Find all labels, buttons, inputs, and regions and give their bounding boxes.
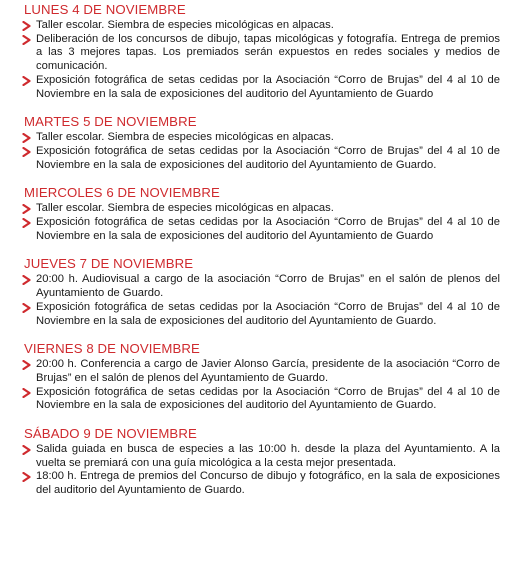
activity-text: Exposición fotográfica de setas cedidas por la Asociación “Corro de Brujas” del 4 al 10 de Noviembre en la sala de exposiciones del auditorio del Ayuntamiento de Guardo.	[36, 300, 500, 327]
chevron-right-icon	[22, 131, 32, 144]
day-heading: VIERNES 8 DE NOVIEMBRE	[24, 341, 200, 357]
activity-text: Exposición fotográfica de setas cedidas por la Asociación “Corro de Brujas” del 4 al 10 de Noviembre en la sala de exposiciones del auditorio del Ayuntamiento de Guardo	[36, 216, 500, 242]
activity-item	[22, 470, 500, 497]
activity-text: Exposición fotográfica de setas cedidas por la Asociación “Corro de Brujas” del 4 al 10 de Noviembre en la sala de exposiciones del auditorio del Ayuntamiento de Guardo.	[36, 144, 500, 171]
chevron-right-icon	[22, 273, 32, 286]
activity-text: Taller escolar. Siembra de especies micológicas en alpacas.	[36, 131, 334, 144]
activity-text: 20:00 h. Conferencia a cargo de Javier Alonso García, presidente de la asociación “Corro de Brujas” en el salón de plenos del Ayuntamiento de Guardo.	[36, 358, 500, 384]
activity-text: Taller escolar. Siembra de especies micológicas en alpacas.	[36, 202, 334, 215]
chevron-right-icon	[22, 74, 32, 87]
activity-list	[22, 19, 500, 101]
day-heading: SÁBADO 9 DE NOVIEMBRE	[24, 426, 197, 442]
activity-text: Taller escolar. Siembra de especies micológicas en alpacas.	[36, 19, 334, 31]
activity-item	[22, 19, 500, 33]
activity-list	[22, 273, 500, 328]
activity-list	[22, 131, 500, 172]
day-heading: MIERCOLES 6 DE NOVIEMBRE	[24, 185, 220, 201]
activity-list	[22, 443, 500, 498]
activity-list	[22, 358, 500, 413]
chevron-right-icon	[22, 145, 32, 158]
chevron-right-icon	[22, 33, 32, 46]
chevron-right-icon	[22, 358, 32, 371]
activity-item	[22, 216, 500, 243]
chevron-right-icon	[22, 19, 32, 32]
day-section	[22, 341, 500, 413]
day-heading: JUEVES 7 DE NOVIEMBRE	[24, 256, 194, 272]
day-section	[22, 426, 500, 498]
day-section	[22, 185, 500, 243]
chevron-right-icon	[22, 443, 32, 456]
chevron-right-icon	[22, 470, 32, 483]
chevron-right-icon	[22, 301, 32, 314]
day-heading: LUNES 4 DE NOVIEMBRE	[24, 2, 186, 17]
activity-item	[22, 301, 500, 328]
day-heading: MARTES 5 DE NOVIEMBRE	[24, 114, 197, 130]
chevron-right-icon	[22, 216, 32, 229]
day-section	[22, 256, 500, 328]
activity-item	[22, 443, 500, 470]
activity-text: Deliberación de los concursos de dibujo, tapas micológicas y fotografía. Entrega de premios a las 3 mejores tapas. Los premiados serán expuestos en redes sociales y medios de comunicación.	[36, 32, 500, 73]
activity-item	[22, 33, 500, 74]
activity-text: Salida guiada en busca de especies a las 10:00 h. desde la plaza del Ayuntamiento. A la vuelta se premiará con una guía micológica a la cesta mejor presentada.	[36, 443, 500, 469]
chevron-right-icon	[22, 386, 32, 399]
activity-item	[22, 273, 500, 300]
activity-text: 20:00 h. Audiovisual a cargo de la asociación “Corro de Brujas” en el salón de plenos del Ayuntamiento de Guardo.	[36, 273, 500, 300]
day-section	[22, 2, 500, 101]
activity-list	[22, 202, 500, 243]
activity-item	[22, 145, 500, 172]
activity-item	[22, 131, 500, 145]
chevron-right-icon	[22, 202, 32, 215]
activity-text: 18:00 h. Entrega de premios del Concurso de dibujo y fotográfico, en la sala de exposiciones del auditorio del Ayuntamiento de Guardo.	[36, 470, 500, 497]
activity-text: Exposición fotográfica de setas cedidas por la Asociación “Corro de Brujas” del 4 al 10 de Noviembre en la sala de exposiciones del auditorio del Ayuntamiento de Guardo	[36, 73, 500, 100]
activity-text: Exposición fotográfica de setas cedidas por la Asociación “Corro de Brujas” del 4 al 10 de Noviembre en la sala de exposiciones del auditorio del Ayuntamiento de Guardo.	[36, 385, 500, 412]
activity-item	[22, 74, 500, 101]
activity-item	[22, 386, 500, 413]
event-program	[22, 2, 500, 511]
activity-item	[22, 358, 500, 385]
day-section	[22, 114, 500, 172]
activity-item	[22, 202, 500, 216]
